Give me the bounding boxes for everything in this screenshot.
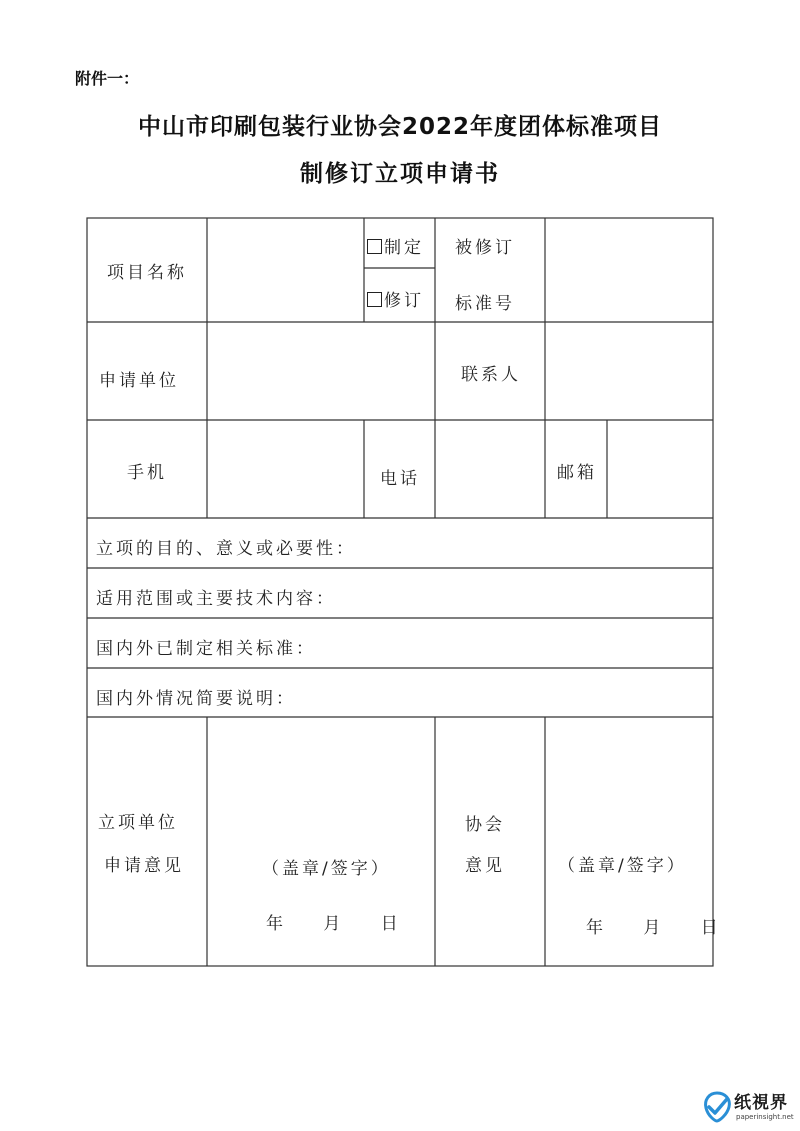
phone-field[interactable] — [436, 421, 544, 517]
unit-opinion-label-line2: 申请意见 — [104, 856, 184, 876]
purpose-label: 立项的目的、意义或必要性： — [96, 539, 356, 559]
watermark-logo — [700, 1088, 798, 1128]
attachment-label: 附件一： — [75, 69, 140, 88]
email-field[interactable] — [608, 421, 712, 517]
phone-label: 电话 — [380, 469, 420, 489]
contact-label: 联系人 — [461, 365, 521, 385]
association-opinion-label-line2: 意见 — [465, 856, 505, 876]
mobile-label: 手机 — [127, 463, 167, 483]
related-standards-label: 国内外已制定相关标准： — [96, 639, 316, 659]
option-formulate[interactable] — [367, 233, 424, 258]
revised-standard-field[interactable] — [546, 219, 712, 321]
option-revise[interactable] — [367, 286, 424, 311]
association-seal-sign: （盖章/签字） — [558, 856, 687, 876]
unit-opinion-label-line1: 立项单位 — [98, 813, 178, 833]
applicant-unit-field[interactable] — [208, 323, 434, 419]
unit-date: 年 月 日 — [266, 914, 404, 934]
association-date: 年 月 日 — [586, 918, 724, 938]
applicant-unit-label: 申请单位 — [99, 371, 179, 391]
option-revise-label: 修订 — [384, 291, 424, 311]
mobile-field[interactable] — [208, 421, 363, 517]
document-title: 中山市印刷包装行业协会2022年度团体标准项目 — [137, 114, 662, 140]
scope-label: 适用范围或主要技术内容： — [96, 589, 336, 609]
situation-label: 国内外情况简要说明： — [96, 689, 296, 709]
document-subtitle: 制修订立项申请书 — [300, 161, 500, 187]
email-label: 邮箱 — [557, 463, 597, 483]
revised-standard-label-line2: 标准号 — [455, 294, 515, 314]
checkbox-formulate-icon[interactable] — [367, 239, 382, 254]
option-formulate-label: 制定 — [384, 238, 424, 258]
unit-seal-sign: （盖章/签字） — [262, 859, 391, 879]
checkbox-revise-icon[interactable] — [367, 292, 382, 307]
contact-field[interactable] — [546, 323, 712, 419]
watermark-url: paperinsight.net — [736, 1113, 794, 1121]
project-name-label: 项目名称 — [107, 263, 187, 283]
association-opinion-label-line1: 协会 — [465, 815, 505, 835]
watermark-logo-text: 纸視界 — [734, 1093, 788, 1113]
revised-standard-label-line1: 被修订 — [455, 238, 515, 258]
paper-check-icon — [700, 1090, 734, 1124]
project-name-field[interactable] — [208, 219, 363, 321]
